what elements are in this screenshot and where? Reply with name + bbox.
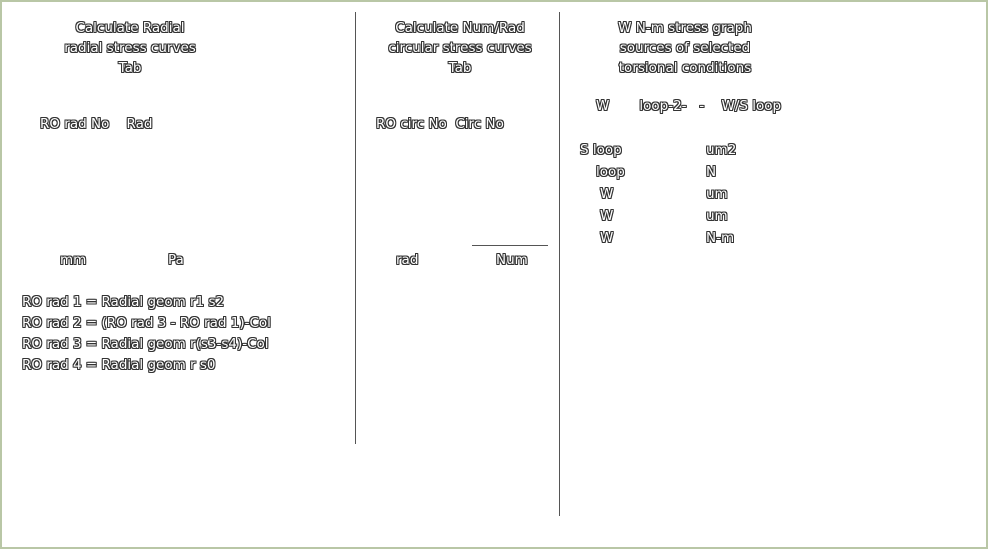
col1-unit-left: mm [60,252,87,268]
col2-title-line2: circular stress curves [388,40,532,56]
col3-row-5-unit: N-m [706,230,735,246]
col1-field-label: RO rad No Rad [40,116,153,132]
col3-title-line1: W N-m stress graph [618,20,752,36]
col3-row-4-name: W [600,208,614,224]
col1-title-line2: radial stress curves [64,40,196,56]
col1-formula-2: RO rad 2 = (RO rad 3 - RO rad 1)-Col [22,315,271,331]
col3-header: W loop-2- - W/S loop [596,98,782,114]
col2-title-line1: Calculate Num/Rad [395,20,525,36]
col1-formula-3: RO rad 3 = Radial geom r(s3-s4)-Col [22,336,269,352]
col1-title-line1: Calculate Radial [75,20,185,36]
col3-row-1-unit: um2 [706,142,737,158]
col2-underline [472,245,548,246]
col3-row-2-unit: N [706,164,717,180]
col3-row-2-name: loop [596,164,625,180]
col2-field-label: RO circ No Circ No [376,116,504,132]
col3-row-4-unit: um [706,208,728,224]
col1-title-line3: Tab [118,60,142,76]
col3-row-5-name: W [600,230,614,246]
divider-2 [559,12,560,516]
col3-row-1-name: S loop [580,142,622,158]
col3-title-line2: sources of selected [619,40,751,56]
col2-unit-left: rad [396,252,419,268]
col3-row-3-name: W [600,186,614,202]
col1-formula-4: RO rad 4 = Radial geom r s0 [22,357,216,373]
col2-unit-right: Num [496,252,528,268]
col1-formula-1: RO rad 1 = Radial geom r1 s2 [22,294,225,310]
col2-title-line3: Tab [448,60,472,76]
divider-1 [355,12,356,444]
col3-title-line3: torsional conditions [618,60,752,76]
col3-row-3-unit: um [706,186,728,202]
col1-unit-right: Pa [168,252,184,268]
